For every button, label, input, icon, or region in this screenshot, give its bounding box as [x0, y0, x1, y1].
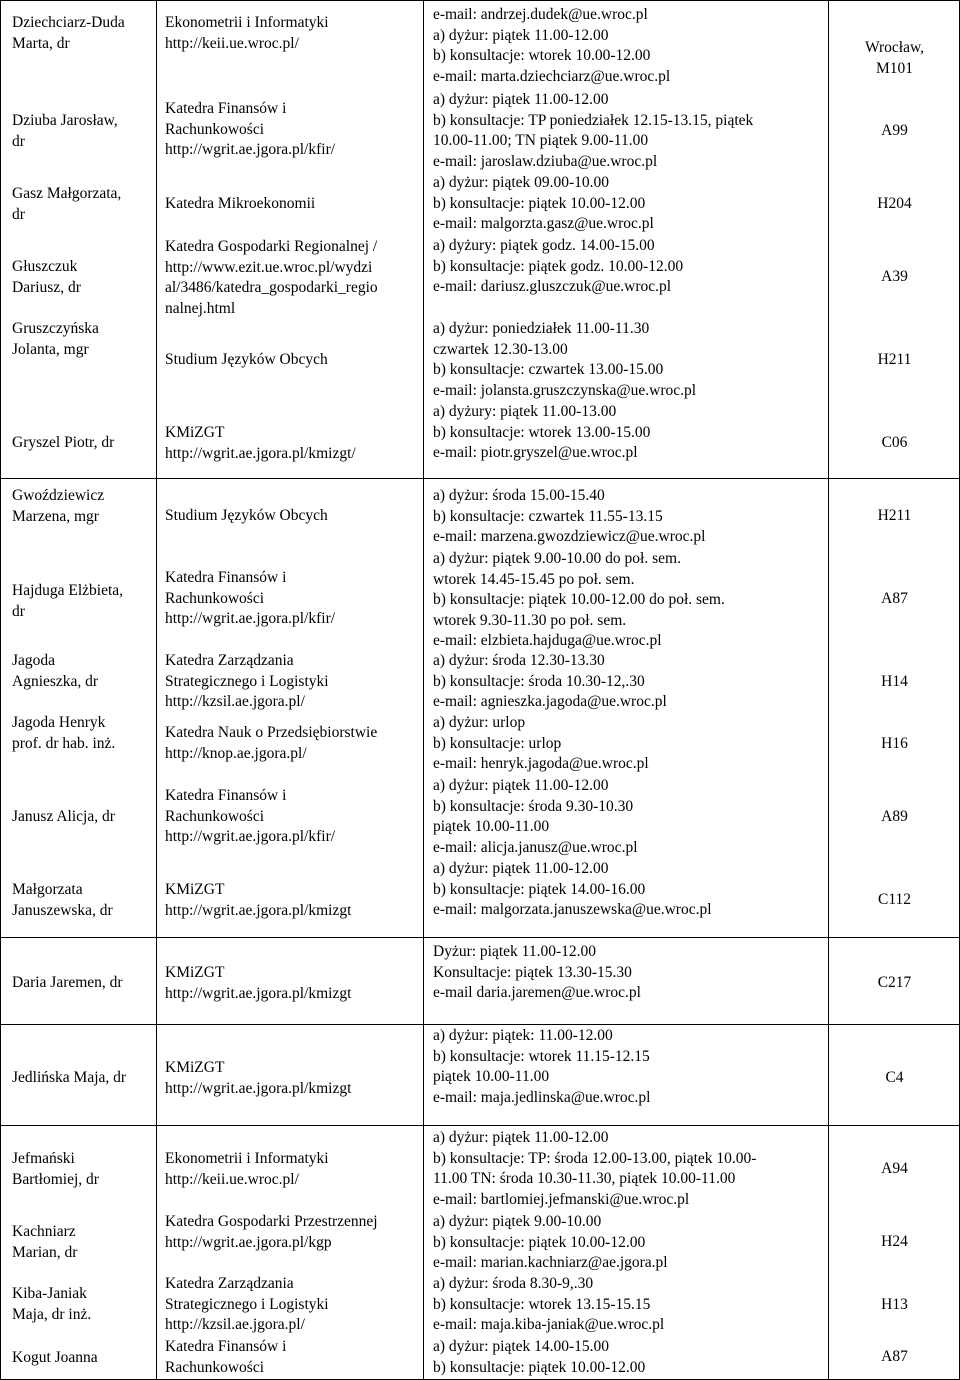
text-line: Dziuba Jarosław,: [12, 112, 118, 129]
name-cell: [12, 807, 152, 828]
text-line: KMiZGT: [165, 424, 225, 441]
text-line: b) konsultacje: piątek 10.00-12.00 do poł. sem.: [433, 591, 725, 608]
text-line: czwartek 12.30-13.00: [433, 340, 568, 358]
office-hours-column: [424, 938, 829, 1024]
text-line: e-mail: elzbieta.hajduga@ue.wroc.pl: [433, 632, 662, 649]
text-line: Kachniarz: [12, 1223, 76, 1240]
text-line: a) dyżur: piątek 09.00-10.00: [433, 174, 610, 191]
text-line: Głuszczuk: [12, 258, 78, 275]
department-cell: [165, 350, 421, 371]
office-hours-cell: [433, 173, 828, 235]
name-column: [0, 479, 157, 937]
text-line: b) konsultacje: TP: środa 12.00-13.00, piątek 10.00-: [433, 1149, 757, 1167]
text-line: H14: [881, 673, 908, 690]
text-line: A94: [881, 1160, 908, 1177]
text-line: H211: [877, 507, 912, 524]
text-line: a) dyżur: piątek 11.00-12.00: [433, 860, 609, 877]
text-line: b) konsultacje: piątek 14.00-16.00: [433, 880, 646, 898]
text-line: http://wgrit.ae.jgora.pl/kfir/: [165, 828, 336, 845]
text-line: e-mail: bartlomiej.jefmanski@ue.wroc.pl: [433, 1190, 690, 1208]
text-line: Rachunkowości: [165, 589, 265, 607]
text-line: C06: [881, 434, 908, 451]
text-line: A89: [881, 808, 908, 825]
name-cell: [12, 880, 152, 921]
text-line: a) dyżury: piątek godz. 14.00-15.00: [433, 237, 655, 254]
text-line: e-mail: marzena.gwozdziewicz@ue.wroc.pl: [433, 528, 706, 545]
name-cell: [12, 713, 152, 754]
text-line: Katedra Zarządzania: [165, 1275, 294, 1292]
text-line: KMiZGT: [165, 964, 225, 981]
text-line: e-mail: maja.kiba-janiak@ue.wroc.pl: [433, 1316, 665, 1333]
office-hours-cell: [433, 776, 828, 858]
name-cell: [12, 257, 152, 298]
text-line: a) dyżur: piątek 11.00-12.00: [433, 91, 609, 108]
text-line: Katedra Finansów i: [165, 1338, 287, 1355]
name-column: [0, 938, 157, 1024]
name-cell: [12, 973, 152, 994]
office-hours-cell: [433, 90, 828, 172]
text-line: e-mail: agnieszka.jagoda@ue.wroc.pl: [433, 693, 667, 710]
text-line: A99: [881, 122, 908, 139]
office-hours-cell: [433, 651, 828, 713]
text-line: prof. dr hab. inż.: [12, 734, 116, 752]
text-line: Maja, dr inż.: [12, 1305, 92, 1323]
text-line: Dziechciarz-Duda: [12, 14, 125, 31]
room-cell: [829, 350, 960, 371]
text-line: b) konsultacje: czwartek 11.55-13.15: [433, 507, 663, 525]
text-line: a) dyżur: piątek 11.00-12.00: [433, 1129, 609, 1146]
room-cell: [829, 506, 960, 527]
office-hours-cell: [433, 236, 828, 298]
room-cell: [829, 38, 960, 79]
text-line: Kogut Joanna: [12, 1349, 98, 1366]
text-line: Gryszel Piotr, dr: [12, 434, 115, 451]
text-line: Rachunkowości: [165, 807, 265, 825]
text-line: Rachunkowości: [165, 120, 265, 138]
table-section: [0, 937, 960, 1025]
room-column: [829, 1126, 960, 1379]
name-cell: [12, 184, 152, 225]
office-hours-cell: [433, 942, 828, 1004]
text-line: e-mail daria.jaremen@ue.wroc.pl: [433, 984, 641, 1001]
table-section: [0, 0, 960, 479]
text-line: C4: [885, 1069, 904, 1086]
office-hours-cell: [433, 1337, 828, 1378]
text-line: A87: [881, 590, 908, 607]
name-cell: [12, 433, 152, 454]
name-column: [0, 1126, 157, 1379]
text-line: b) konsultacje: środa 10.30-12,.30: [433, 672, 645, 690]
text-line: Jagoda: [12, 652, 56, 669]
room-cell: [829, 1295, 960, 1316]
text-line: http://wgrit.ae.jgora.pl/kmizgt/: [165, 444, 356, 462]
text-line: Konsultacje: piątek 13.30-15.30: [433, 963, 632, 981]
name-cell: [12, 1284, 152, 1325]
room-column: [829, 938, 960, 1024]
text-line: Katedra Finansów i: [165, 787, 287, 804]
room-cell: [829, 1068, 960, 1089]
name-cell: [12, 581, 152, 622]
name-column: [0, 1, 157, 478]
text-line: Jolanta, mgr: [12, 340, 89, 358]
room-cell: [829, 672, 960, 693]
room-cell: [829, 734, 960, 755]
room-cell: [829, 267, 960, 288]
text-line: http://keii.ue.wroc.pl/: [165, 1170, 299, 1188]
text-line: A87: [881, 1348, 908, 1365]
text-line: Strategicznego i Logistyki: [165, 672, 329, 690]
text-line: e-mail: piotr.gryszel@ue.wroc.pl: [433, 444, 638, 461]
text-line: a) dyżur: piątek: 11.00-12.00: [433, 1027, 613, 1044]
text-line: 10.00-11.00; TN piątek 9.00-11.00: [433, 132, 649, 149]
office-hours-cell: [433, 859, 828, 921]
text-line: Marzena, mgr: [12, 507, 99, 525]
name-cell: [12, 1222, 152, 1263]
office-hours-cell: [433, 402, 828, 464]
text-line: Gwoździewicz: [12, 487, 105, 504]
room-column: [829, 1025, 960, 1125]
table-section: [0, 478, 960, 938]
text-line: dr: [12, 205, 25, 223]
department-cell: [165, 1212, 421, 1253]
text-line: a) dyżur: piątek 11.00-12.00: [433, 777, 609, 794]
text-line: H204: [877, 195, 912, 212]
room-cell: [829, 1232, 960, 1253]
text-line: Wrocław,: [864, 39, 925, 56]
text-line: Studium Języków Obcych: [165, 351, 328, 368]
name-cell: [12, 319, 152, 360]
name-cell: [12, 1348, 152, 1369]
name-cell: [12, 486, 152, 527]
text-line: Januszewska, dr: [12, 901, 113, 919]
department-cell: [165, 99, 421, 161]
text-line: a) dyżur: poniedziałek 11.00-11.30: [433, 320, 650, 337]
text-line: a) dyżur: piątek 9.00-10.00: [433, 1213, 602, 1230]
text-line: Dyżur: piątek 11.00-12.00: [433, 943, 596, 960]
text-line: H211: [877, 351, 912, 368]
text-line: Agnieszka, dr: [12, 672, 99, 690]
text-line: http://www.ezit.ue.wroc.pl/wydzi: [165, 258, 373, 276]
text-line: Strategicznego i Logistyki: [165, 1295, 329, 1313]
text-line: Janusz Alicja, dr: [12, 808, 115, 825]
department-column: [157, 1025, 424, 1125]
text-line: H24: [881, 1233, 908, 1250]
text-line: e-mail: andrzej.dudek@ue.wroc.pl: [433, 6, 648, 23]
department-column: [157, 479, 424, 937]
text-line: http://wgrit.ae.jgora.pl/kmizgt: [165, 1079, 352, 1097]
table-section: [0, 1125, 960, 1380]
text-line: piątek 10.00-11.00: [433, 1068, 550, 1085]
text-line: Katedra Zarządzania: [165, 652, 294, 669]
office-hours-cell: [433, 1212, 828, 1274]
office-hours-column: [424, 1126, 829, 1379]
text-line: wtorek 9.30-11.30 po poł. sem.: [433, 611, 627, 629]
text-line: Daria Jaremen, dr: [12, 974, 123, 991]
department-cell: [165, 1058, 421, 1099]
text-line: Katedra Finansów i: [165, 100, 287, 117]
office-hours-column: [424, 1, 829, 478]
text-line: e-mail: malgorzata.januszewska@ue.wroc.pl: [433, 901, 712, 918]
text-line: b) konsultacje: TP poniedziałek 12.15-13.15, piątek: [433, 111, 754, 129]
office-hours-cell: [433, 1026, 828, 1108]
text-line: KMiZGT: [165, 881, 225, 898]
text-line: b) konsultacje: wtorek 10.00-12.00: [433, 47, 651, 64]
office-hours-cell: [433, 1274, 828, 1336]
text-line: Jedlińska Maja, dr: [12, 1069, 127, 1086]
room-cell: [829, 807, 960, 828]
text-line: http://wgrit.ae.jgora.pl/kfir/: [165, 610, 336, 627]
text-line: Katedra Mikroekonomii: [165, 195, 316, 212]
department-cell: [165, 1149, 421, 1190]
text-line: http://knop.ae.jgora.pl/: [165, 744, 307, 762]
text-line: Katedra Finansów i: [165, 569, 287, 586]
text-line: H13: [881, 1296, 908, 1313]
text-line: a) dyżur: piątek 11.00-12.00: [433, 26, 609, 44]
text-line: http://wgrit.ae.jgora.pl/kfir/: [165, 141, 336, 158]
name-cell: [12, 651, 152, 692]
department-column: [157, 938, 424, 1024]
department-cell: [165, 1274, 421, 1336]
text-line: http://kzsil.ae.jgora.pl/: [165, 1316, 305, 1333]
room-cell: [829, 1159, 960, 1180]
text-line: Bartłomiej, dr: [12, 1170, 99, 1188]
text-line: e-mail: maja.jedlinska@ue.wroc.pl: [433, 1088, 651, 1106]
department-cell: [165, 963, 421, 1004]
text-line: http://wgrit.ae.jgora.pl/kmizgt: [165, 901, 352, 919]
text-line: dr: [12, 132, 25, 150]
text-line: a) dyżur: środa 8.30-9,.30: [433, 1275, 594, 1292]
text-line: a) dyżury: piątek 11.00-13.00: [433, 403, 617, 420]
table-section: [0, 1024, 960, 1126]
department-column: [157, 1, 424, 478]
text-line: Marian, dr: [12, 1243, 78, 1261]
office-hours-cell: [433, 486, 828, 548]
text-line: Katedra Nauk o Przedsiębiorstwie: [165, 724, 378, 741]
text-line: Studium Języków Obcych: [165, 507, 328, 524]
text-line: dr: [12, 602, 25, 620]
office-hours-column: [424, 479, 829, 937]
text-line: Jefmański: [12, 1150, 75, 1167]
text-line: piątek 10.00-11.00: [433, 818, 550, 835]
name-cell: [12, 1068, 152, 1089]
text-line: b) konsultacje: wtorek 13.00-15.00: [433, 423, 651, 441]
text-line: e-mail: alicja.janusz@ue.wroc.pl: [433, 838, 638, 856]
department-column: [157, 1126, 424, 1379]
room-cell: [829, 589, 960, 610]
name-column: [0, 1025, 157, 1125]
text-line: C217: [877, 974, 912, 991]
name-cell: [12, 13, 152, 54]
office-hours-cell: [433, 549, 828, 652]
text-line: Katedra Gospodarki Przestrzennej: [165, 1213, 378, 1230]
room-cell: [829, 973, 960, 994]
text-line: b) konsultacje: środa 9.30-10.30: [433, 797, 634, 815]
text-line: a) dyżur: piątek 14.00-15.00: [433, 1338, 610, 1355]
text-line: b) konsultacje: wtorek 11.15-12.15: [433, 1047, 650, 1065]
text-line: http://kzsil.ae.jgora.pl/: [165, 693, 305, 710]
text-line: Jagoda Henryk: [12, 714, 106, 731]
department-cell: [165, 786, 421, 848]
text-line: b) konsultacje: czwartek 13.00-15.00: [433, 361, 664, 378]
text-line: Dariusz, dr: [12, 278, 81, 296]
text-line: http://wgrit.ae.jgora.pl/kmizgt: [165, 984, 352, 1002]
text-line: nalnej.html: [165, 299, 236, 317]
text-line: b) konsultacje: piątek 10.00-12.00: [433, 1358, 646, 1376]
text-line: b) konsultacje: piątek godz. 10.00-12.00: [433, 257, 684, 275]
text-line: KMiZGT: [165, 1059, 225, 1076]
text-line: wtorek 14.45-15.45 po poł. sem.: [433, 570, 635, 588]
office-hours-cell: [433, 1128, 828, 1210]
department-cell: [165, 13, 421, 54]
department-cell: [165, 506, 421, 527]
text-line: a) dyżur: piątek 9.00-10.00 do poł. sem.: [433, 550, 681, 567]
text-line: e-mail: malgorzta.gasz@ue.wroc.pl: [433, 215, 654, 232]
room-cell: [829, 890, 960, 911]
text-line: e-mail: dariusz.gluszczuk@ue.wroc.pl: [433, 278, 672, 295]
text-line: b) konsultacje: piątek 10.00-12.00: [433, 1233, 646, 1251]
text-line: Ekonometrii i Informatyki: [165, 14, 329, 31]
room-cell: [829, 121, 960, 142]
text-line: e-mail: marta.dziechciarz@ue.wroc.pl: [433, 67, 671, 85]
text-line: b) konsultacje: piątek 10.00-12.00: [433, 194, 646, 212]
room-cell: [829, 433, 960, 454]
text-line: Gasz Małgorzata,: [12, 185, 122, 202]
text-line: b) konsultacje: urlop: [433, 734, 562, 752]
text-line: Kiba-Janiak: [12, 1285, 87, 1302]
text-line: a) dyżur: środa 12.30-13.30: [433, 652, 605, 669]
department-cell: [165, 651, 421, 713]
department-cell: [165, 723, 421, 764]
text-line: Marta, dr: [12, 34, 70, 52]
text-line: Ekonometrii i Informatyki: [165, 1150, 329, 1167]
text-line: Rachunkowości: [165, 1358, 265, 1376]
text-line: a) dyżur: urlop: [433, 714, 526, 731]
text-line: Gruszczyńska: [12, 320, 99, 337]
text-line: http://keii.ue.wroc.pl/: [165, 34, 299, 52]
department-cell: [165, 237, 421, 319]
text-line: Hajduga Elżbieta,: [12, 582, 124, 599]
room-column: [829, 479, 960, 937]
room-column: [829, 1, 960, 478]
office-hours-cell: [433, 713, 828, 775]
name-cell: [12, 1149, 152, 1190]
text-line: C112: [877, 891, 911, 908]
text-line: M101: [875, 59, 914, 77]
text-line: al/3486/katedra_gospodarki_regio: [165, 279, 378, 296]
text-line: a) dyżur: środa 15.00-15.40: [433, 487, 605, 504]
department-cell: [165, 423, 421, 464]
text-line: H16: [881, 735, 908, 752]
room-cell: [829, 1347, 960, 1368]
text-line: e-mail: jaroslaw.dziuba@ue.wroc.pl: [433, 152, 658, 170]
text-line: 11.00 TN: środa 10.30-11.30, piątek 10.00-11.00: [433, 1170, 736, 1187]
text-line: e-mail: marian.kachniarz@ae.jgora.pl: [433, 1254, 668, 1271]
text-line: e-mail: jolansta.gruszczynska@ue.wroc.pl: [433, 381, 697, 399]
text-line: A39: [881, 268, 908, 285]
text-line: b) konsultacje: wtorek 13.15-15.15: [433, 1295, 651, 1313]
text-line: Katedra Gospodarki Regionalnej /: [165, 238, 378, 255]
text-line: Małgorzata: [12, 881, 83, 898]
room-cell: [829, 194, 960, 215]
text-line: e-mail: henryk.jagoda@ue.wroc.pl: [433, 755, 649, 772]
office-hours-cell: [433, 319, 828, 401]
department-cell: [165, 880, 421, 921]
name-cell: [12, 111, 152, 152]
office-hours-cell: [433, 5, 828, 87]
text-line: http://wgrit.ae.jgora.pl/kgp: [165, 1233, 332, 1251]
department-cell: [165, 1337, 421, 1378]
department-cell: [165, 194, 421, 215]
department-cell: [165, 568, 421, 630]
office-hours-column: [424, 1025, 829, 1125]
